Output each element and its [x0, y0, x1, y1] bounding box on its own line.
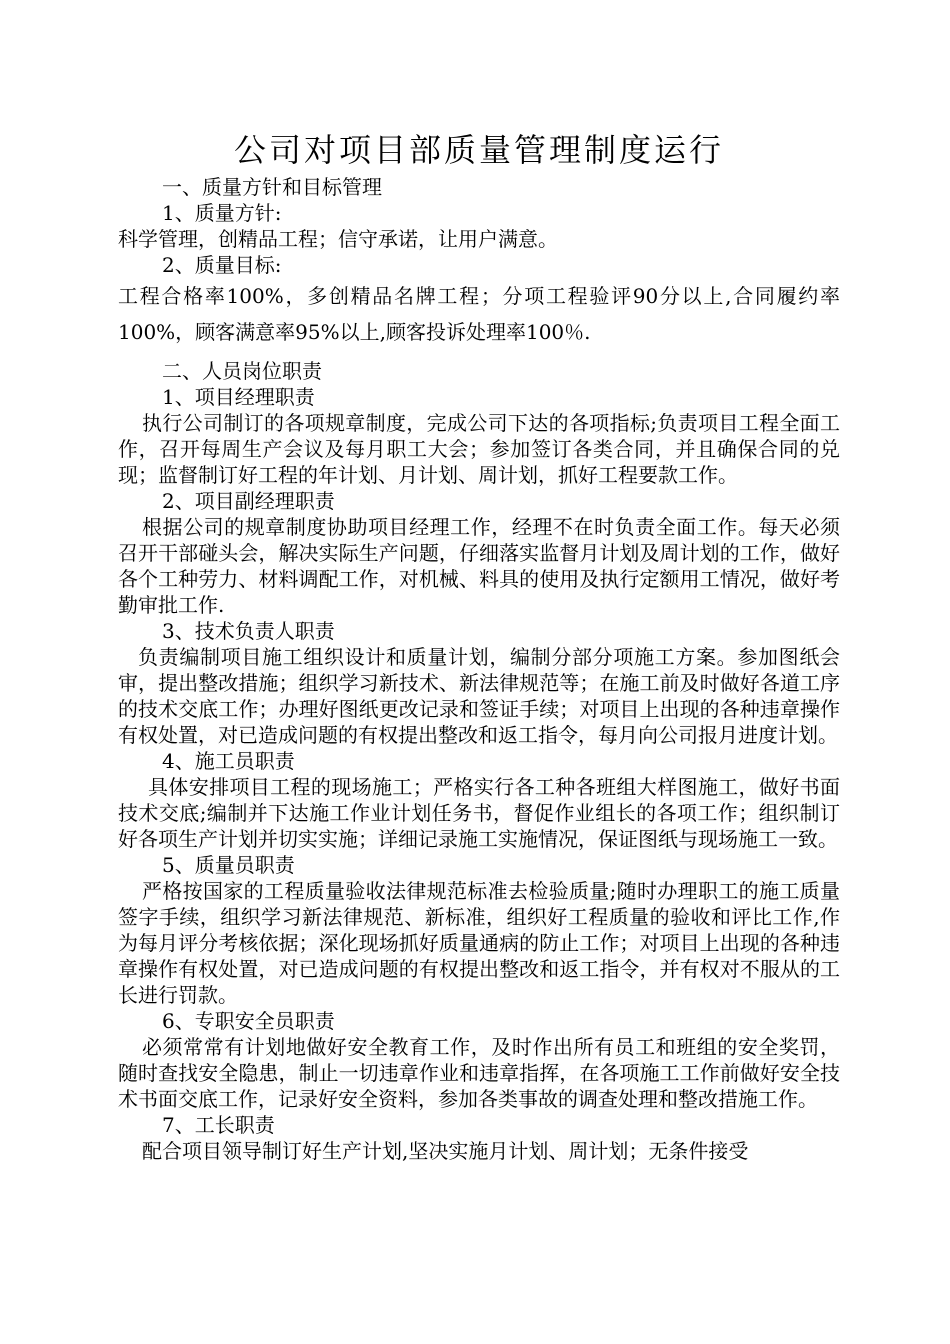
subheading-quality-officer: 5、质量员职责: [162, 853, 295, 877]
paragraph-safety-officer: 必须常常有计划地做好安全教育工作，及时作出所有员工和班组的安全奖罚，随时查找安全隐患，制止一切违章作业和违章指挥，在各项施工工作前做好安全技术书面交底工作，记录好安全资料，参加各类事故的调查处理和整改措施工作。: [118, 1035, 840, 1111]
subheading-safety-officer: 6、专职安全员职责: [162, 1009, 335, 1033]
section-heading-quality-policy: 一、质量方针和目标管理: [162, 175, 382, 199]
section-gap: [118, 350, 840, 358]
document-page: [118, 128, 840, 1164]
paragraph-construction-officer: 具体安排项目工程的现场施工；严格实行各工种各班组大样图施工，做好书面技术交底;编制并下达施工作业计划任务书，督促作业组长的各项工作；组织制订好各项生产计划并切实实施；详细记录施工实施情况，保证图纸与现场施工一致。: [118, 775, 840, 851]
paragraph-technical-lead: 负责编制项目施工组织设计和质量计划，编制分部分项施工方案。参加图纸会审，提出整改措施；组织学习新技术、新法律规范等；在施工前及时做好各道工序的技术交底工作；办理好图纸更改记录和签证手续；对项目上出现的各种违章操作有权处置，对已造成问题的有权提出整改和返工指令，每月向公司报月进度计划。: [118, 645, 840, 747]
subheading-quality-goals: 2、质量目标:: [162, 253, 282, 277]
subheading-technical-lead: 3、技术负责人职责: [162, 619, 335, 643]
section-heading-responsibilities: 二、人员岗位职责: [162, 359, 322, 383]
subheading-deputy-manager: 2、项目副经理职责: [162, 489, 335, 513]
subheading-foreman: 7、工长职责: [162, 1113, 275, 1137]
subheading-quality-policy: 1、质量方针:: [162, 201, 282, 225]
paragraph-deputy-manager: 根据公司的规章制度协助项目经理工作，经理不在时负责全面工作。每天必须召开干部碰头会，解决实际生产问题，仔细落实监督月计划及周计划的工作，做好各个工种劳力、材料调配工作，对机械、料具的使用及执行定额用工情况，做好考勤审批工作.: [118, 515, 840, 617]
paragraph-foreman: 配合项目领导制订好生产计划,坚决实施月计划、周计划；无条件接受: [142, 1139, 749, 1163]
subheading-project-manager: 1、项目经理职责: [162, 385, 315, 409]
paragraph-quality-officer: 严格按国家的工程质量验收法律规范标准去检验质量;随时办理职工的施工质量签字手续，组织学习新法律规范、新标准，组织好工程质量的验收和评比工作,作为每月评分考核依据；深化现场抓好质量通病的防止工作；对项目上出现的各种违章操作有权处置，对已造成问题的有权提出整改和返工指令，并有权对不服从的工长进行罚款。: [118, 879, 840, 1007]
paragraph-quality-goals: 工程合格率100%，多创精品名牌工程；分项工程验评90分以上,合同履约率100%，顾客满意率95%以上,顾客投诉处理率100％.: [118, 284, 840, 344]
document-title: 公司对项目部质量管理制度运行: [233, 131, 724, 169]
paragraph-project-manager: 执行公司制订的各项规章制度，完成公司下达的各项指标;负责项目工程全面工作，召开每周生产会议及每月职工大会；参加签订各类合同，并且确保合同的兑现；监督制订好工程的年计划、月计划、周计划，抓好工程要款工作。: [118, 411, 840, 487]
subheading-construction-officer: 4、施工员职责: [162, 749, 295, 773]
paragraph-quality-policy: 科学管理，创精品工程；信守承诺，让用户满意。: [118, 227, 558, 251]
